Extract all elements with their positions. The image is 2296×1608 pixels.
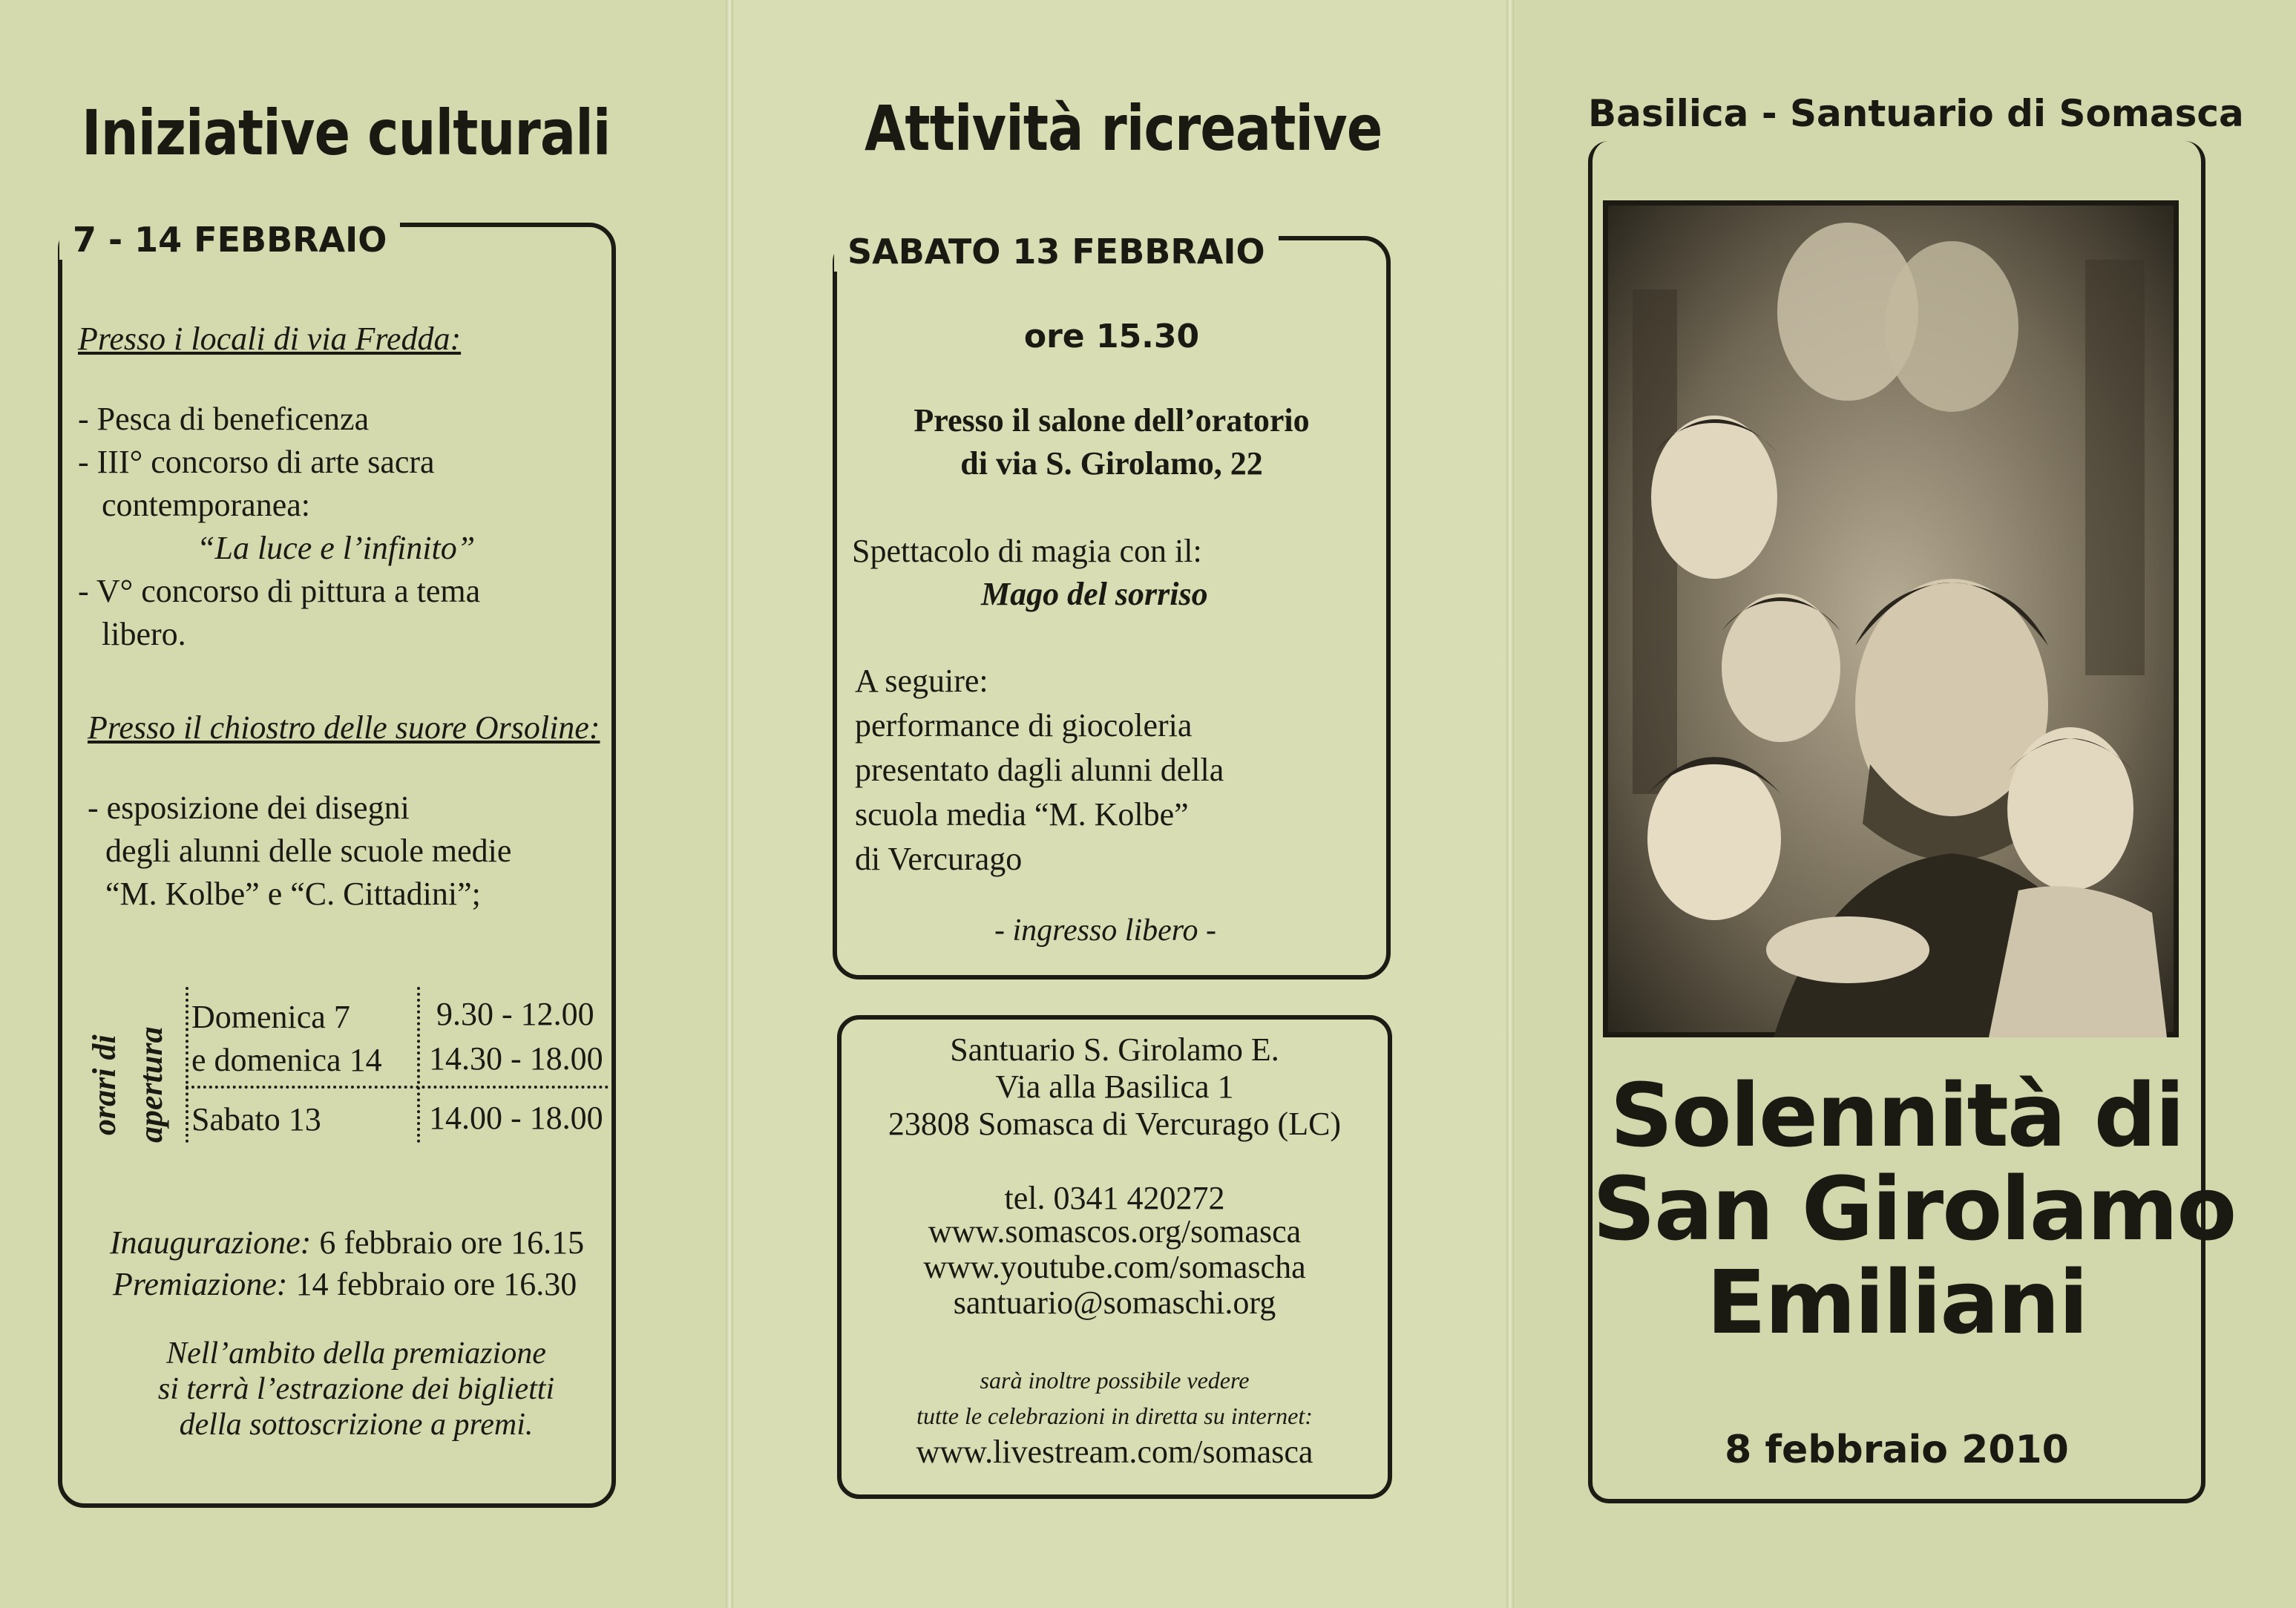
inauguration-line	[110, 1221, 584, 1264]
note-line: Nell’ambito della premiazione	[166, 1336, 546, 1371]
inauguration-value: 6 febbraio ore 16.15	[319, 1224, 585, 1261]
stream-note	[842, 1362, 1388, 1434]
list-item: - III° concorso di arte sacra	[78, 444, 435, 480]
stream-note-line: sarà inoltre possibile vedere	[980, 1367, 1250, 1394]
follow-line: presentato dagli alunni della	[855, 752, 1224, 788]
fold-line	[1506, 0, 1514, 1608]
contact-address	[842, 1031, 1388, 1143]
entry-note: - ingresso libero -	[994, 913, 1217, 948]
title-line: Emiliani	[1706, 1251, 2087, 1353]
middle-date-label: SABATO 13 FEBBRAIO	[834, 232, 1279, 272]
section1-title: Presso i locali di via Fredda:	[78, 321, 462, 357]
list-item: libero.	[102, 616, 186, 652]
address-line: Via alla Basilica 1	[995, 1069, 1234, 1105]
awards-value: 14 febbraio ore 16.30	[295, 1266, 577, 1302]
address-line: 23808 Somasca di Vercurago (LC)	[888, 1106, 1342, 1142]
stream-link[interactable]: www.livestream.com/somasca	[916, 1434, 1313, 1470]
web-link[interactable]: www.somascos.org/somasca	[928, 1213, 1302, 1250]
illustration-image	[1603, 200, 2179, 1037]
event-time: ore 15.30	[1023, 318, 1200, 355]
hours-day: Domenica 7	[191, 999, 350, 1035]
list-item: “M. Kolbe” e “C. Cittadini”;	[105, 876, 481, 912]
title-line: San Girolamo	[1593, 1158, 2236, 1260]
list-item: degli alunni delle scuole medie	[105, 833, 512, 869]
right-header: Basilica - Santuario di Somasca	[1588, 92, 2244, 135]
section2-title: Presso il chiostro delle suore Orsoline:	[88, 709, 600, 746]
list-item: contemporanea:	[102, 487, 310, 523]
address-line: Santuario S. Girolamo E.	[950, 1031, 1279, 1068]
note-line: si terrà l’estrazione dei biglietti	[157, 1372, 555, 1406]
contact-web	[842, 1214, 1388, 1321]
hours-time: 14.30 - 18.00	[429, 1040, 603, 1077]
contact-tel: tel. 0341 420272	[1004, 1180, 1225, 1216]
hours-divider	[186, 987, 191, 1143]
email-link[interactable]: santuario@somaschi.org	[953, 1284, 1276, 1321]
stream-note-line: tutte le celebrazioni in diretta su internet:	[916, 1402, 1313, 1429]
event-date: 8 febbraio 2010	[1725, 1428, 2069, 1472]
web-link[interactable]: www.youtube.com/somascha	[923, 1249, 1306, 1285]
hours-time: 14.00 - 18.00	[429, 1100, 603, 1136]
hours-day: e domenica 14	[191, 1042, 382, 1078]
follow-line: scuola media “M. Kolbe”	[855, 796, 1189, 833]
section2-list	[88, 787, 511, 916]
list-item: “La luce e l’infinito”	[197, 530, 476, 566]
section1-list	[78, 398, 480, 656]
follow-line: performance di giocoleria	[855, 707, 1193, 744]
main-title	[1593, 1064, 2236, 1353]
left-heading: Iniziative culturali	[82, 96, 611, 169]
follow-line: di Vercurago	[855, 841, 1023, 877]
follow-line: A seguire:	[855, 663, 988, 699]
hours-day: Sabato 13	[191, 1101, 321, 1138]
hours-divider	[186, 1086, 609, 1089]
show-intro: Spettacolo di magia con il:	[852, 533, 1202, 569]
note-line: della sottoscrizione a premi.	[179, 1408, 534, 1442]
venue-line: di via S. Girolamo, 22	[960, 445, 1263, 482]
list-item: - esposizione dei disegni	[88, 790, 410, 826]
hours-time: 9.30 - 12.00	[436, 996, 594, 1032]
hours-label: apertura	[133, 1026, 169, 1143]
hours-label: orari di	[86, 1034, 122, 1135]
awards-label: Premiazione:	[113, 1266, 288, 1302]
list-item: - Pesca di beneficenza	[78, 401, 370, 437]
title-line: Solennità di	[1610, 1064, 2184, 1166]
hours-divider	[417, 987, 423, 1143]
raffle-note	[134, 1336, 579, 1443]
venue-line: Presso il salone dell’oratorio	[914, 402, 1310, 439]
awards-line	[113, 1263, 577, 1306]
fold-line	[726, 0, 733, 1608]
list-item: - V° concorso di pittura a tema	[78, 573, 481, 609]
middle-heading: Attività ricreative	[865, 92, 1382, 165]
inauguration-label: Inaugurazione:	[110, 1224, 312, 1261]
follow-text	[855, 659, 1224, 882]
show-name: Mago del sorriso	[981, 576, 1208, 612]
left-date-label: 7 - 14 FEBBRAIO	[59, 220, 400, 260]
event-venue	[837, 399, 1386, 485]
